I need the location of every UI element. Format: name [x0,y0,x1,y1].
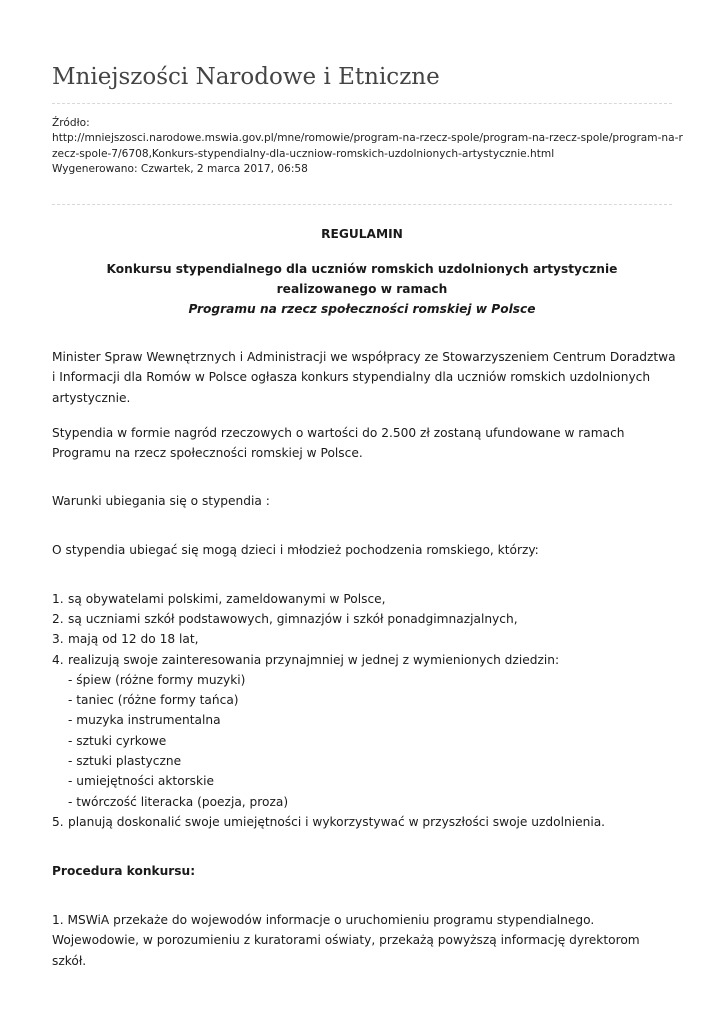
header-divider [52,103,672,104]
condition-text: planują doskonalić swoje umiejętności i wykorzystywać w przyszłości swoje uzdolnienia. [68,815,606,829]
field-item: - śpiew (różne formy muzyki) [68,673,246,687]
condition-number: 4. [52,653,64,667]
field-item: - taniec (różne formy tańca) [68,693,239,707]
source-url-line-1: http://mniejszosci.narodowe.mswia.gov.pl/mne/romowie/program-na-rzecz-spole/program-na-rzecz-spole/program-na-r [52,132,683,145]
source-url-line-2: zecz-spole-7/6708,Konkurs-stypendialny-dla-uczniow-romskich-uzdolnionych-artystycznie.html [52,147,555,160]
subheading-line-2: realizowanego w ramach [276,282,448,296]
subheading-line-3: Programu na rzecz społeczności romskiej w Polsce [188,302,536,316]
condition-text: mają od 12 do 18 lat, [68,632,199,646]
condition-text: są uczniami szkół podstawowych, gimnazjów i szkół ponadgimnazjalnych, [68,612,518,626]
condition-number: 1. [52,592,64,606]
conditions-title: Warunki ubiegania się o stypendia : [52,494,270,508]
intro-paragraph-1: Minister Spraw Wewnętrznych i Administracji we współpracy ze Stowarzyszeniem Centrum Doradztwa i Informacji dla Romów w Polsce ogłasza konkurs stypendialny dla uczniów romskich uzdolnionych artystycznie. [52,350,676,405]
field-item: - muzyka instrumentalna [68,713,221,727]
condition-item [52,815,605,829]
condition-item [52,632,198,646]
condition-number: 3. [52,632,64,646]
field-item: - sztuki cyrkowe [68,734,167,748]
condition-text: są obywatelami polskimi, zameldowanymi w Polsce, [68,592,386,606]
intro-paragraph-2: Stypendia w formie nagród rzeczowych o wartości do 2.500 zł zostaną ufundowane w ramach Programu na rzecz społeczności romskiej w Polsce. [52,426,625,461]
condition-item [52,592,386,606]
condition-item [52,612,518,626]
condition-number: 2. [52,612,64,626]
eligibility-intro: O stypendia ubiegać się mogą dzieci i młodzież pochodzenia romskiego, którzy: [52,543,539,557]
source-label: Źródło: [52,117,90,129]
condition-number: 5. [52,815,64,829]
field-item: - umiejętności aktorskie [68,774,214,788]
document-heading: REGULAMIN [321,227,403,241]
condition-item [52,653,559,667]
field-item: - twórczość literacka (poezja, proza) [68,795,289,809]
subheading-line-1: Konkursu stypendialnego dla uczniów romskich uzdolnionych artystycznie [106,262,618,276]
condition-text: realizują swoje zainteresowania przynajmniej w jednej z wymienionych dziedzin: [68,653,560,667]
metadata-divider [52,204,672,205]
field-item: - sztuki plastyczne [68,754,182,768]
procedure-paragraph-1: 1. MSWiA przekaże do wojewodów informacje o uruchomieniu programu stypendialnego. Wojewodowie, w porozumieniu z kuratorami oświaty, przekażą powyższą informację dyrektorom szkół. [52,913,640,968]
procedure-title: Procedura konkursu: [52,864,196,878]
generated-date: Wygenerowano: Czwartek, 2 marca 2017, 06:58 [52,163,308,176]
source-metadata [52,116,683,178]
site-title: Mniejszości Narodowe i Etniczne [52,64,440,90]
